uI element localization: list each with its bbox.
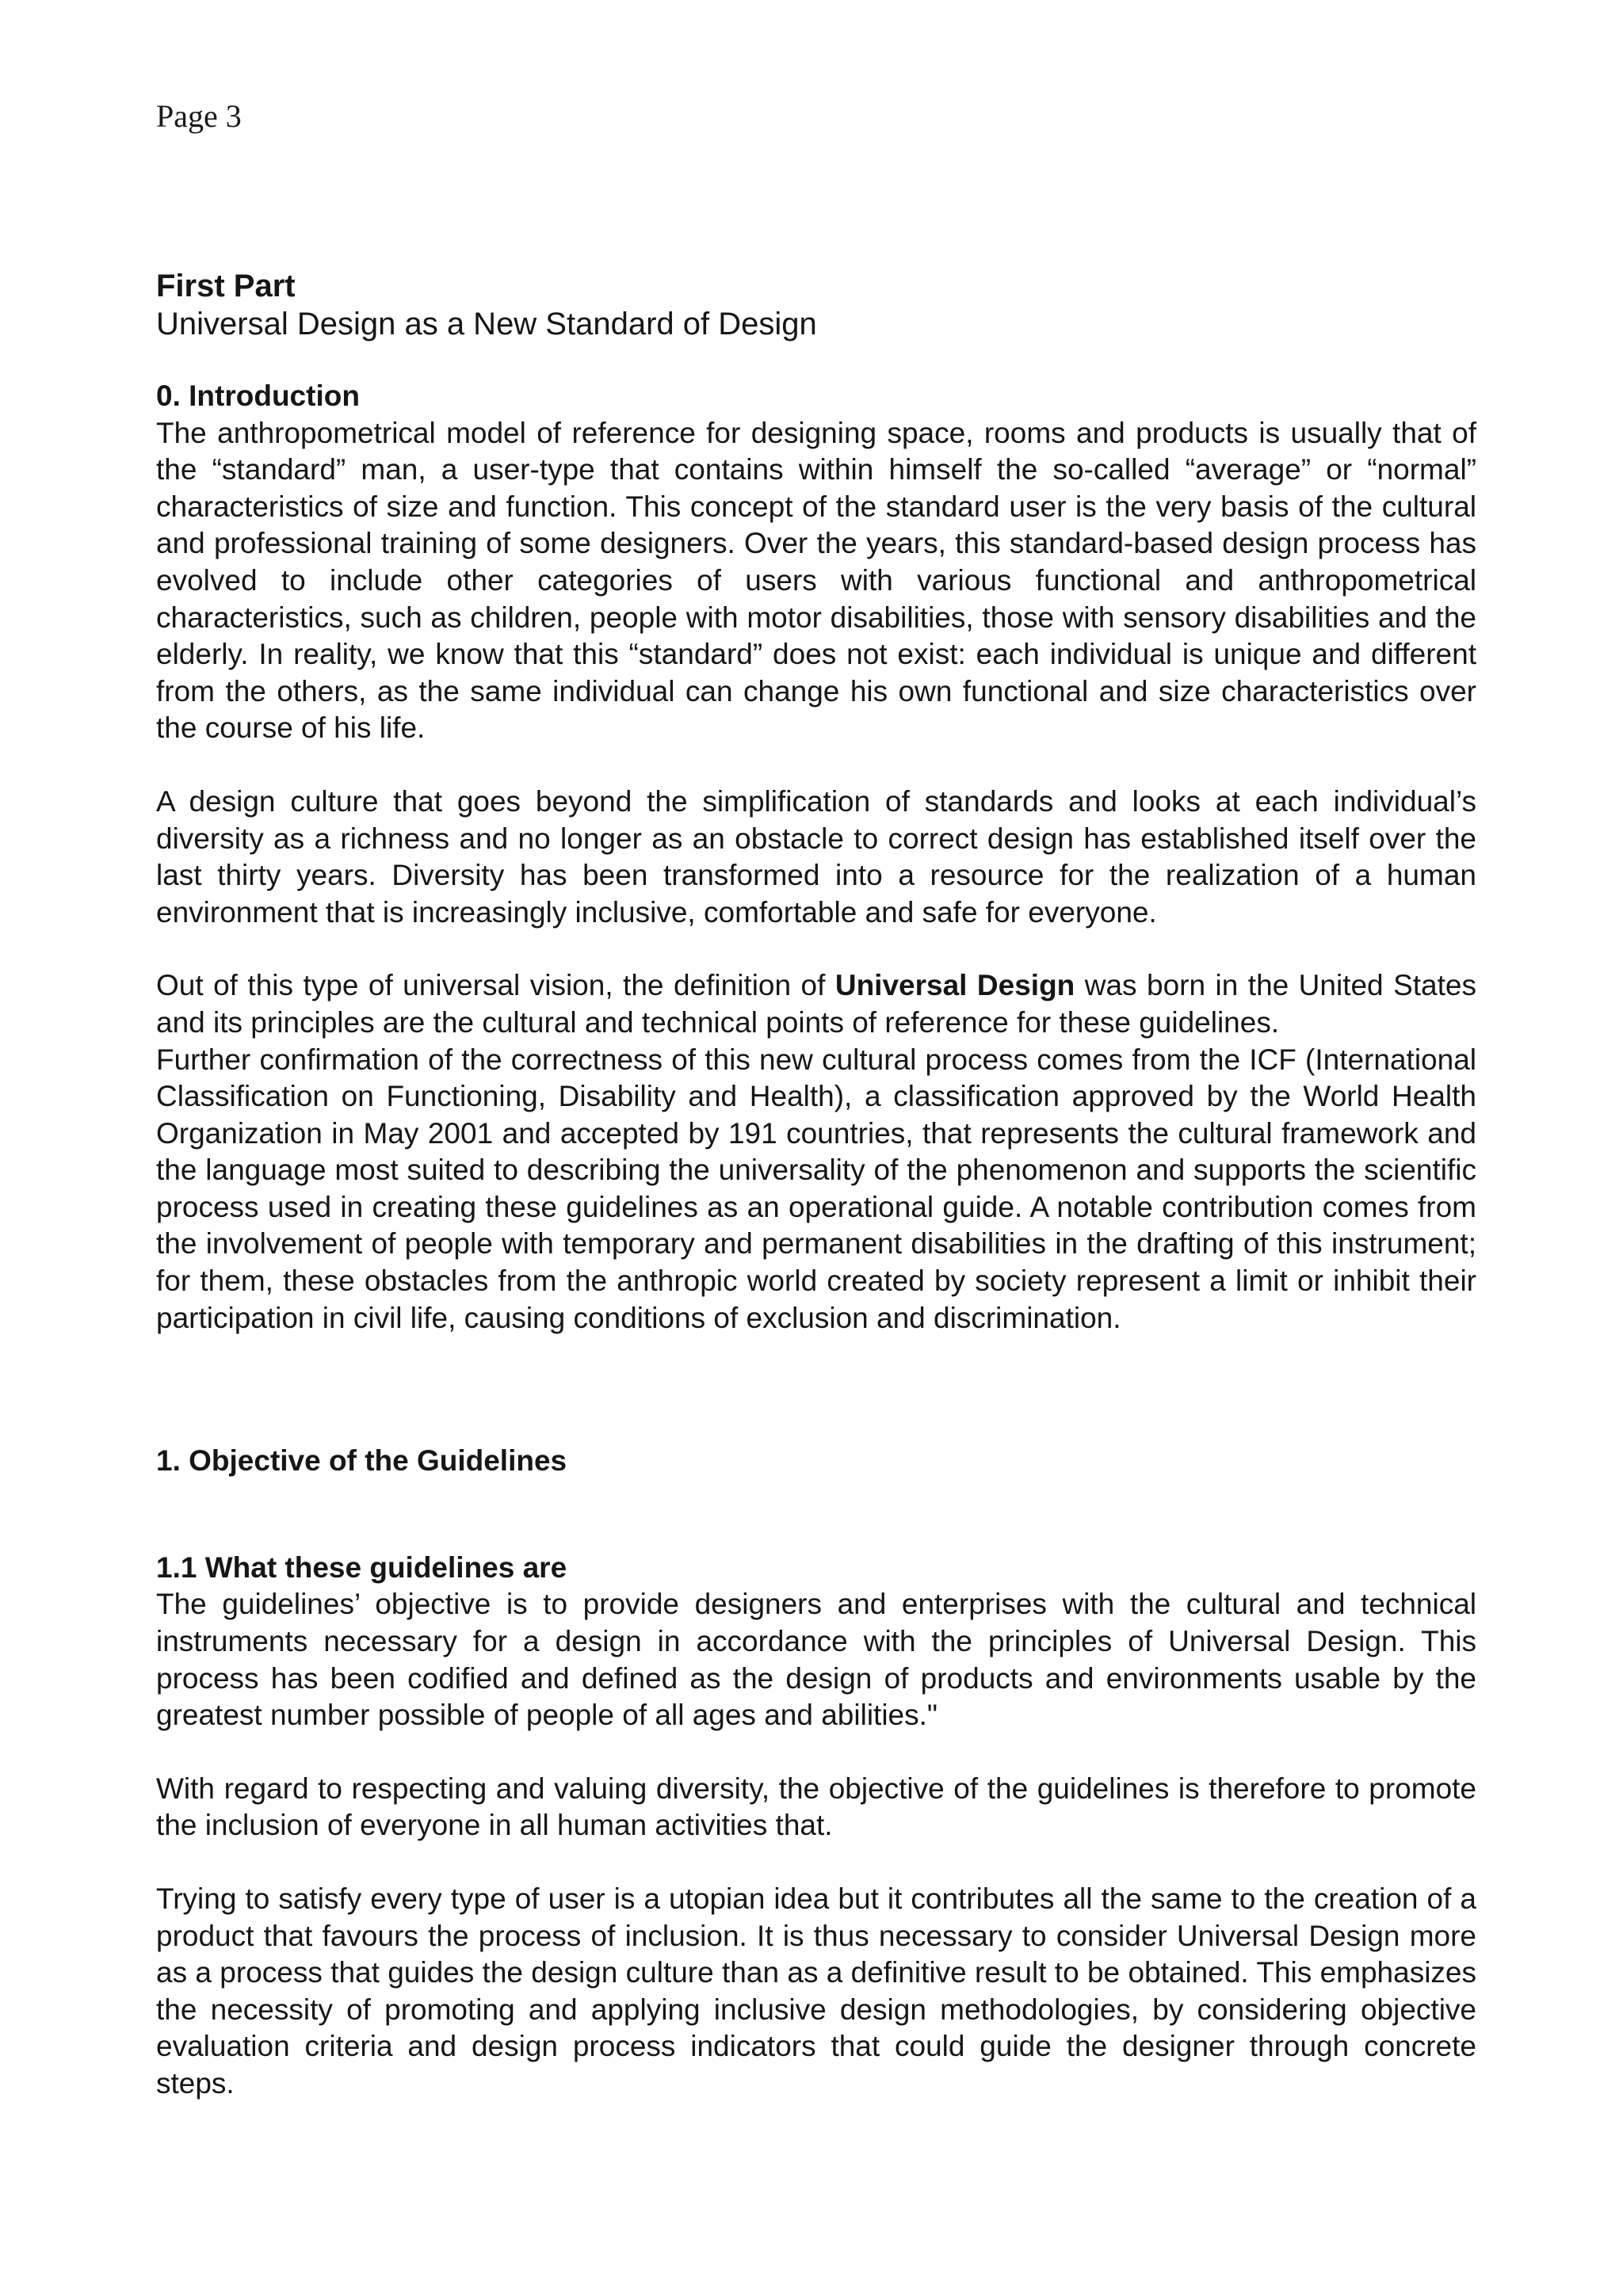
objective-paragraph-1: The guidelines’ objective is to provide designers and enterprises with the cultural and technical instruments necessary for a design in accordance with the principles of Universal Design. This process has been codified and defined as the design of products and environments usable by the greatest number possible of people of all ages and abilities."	[156, 1588, 1476, 1732]
part-title: First Part	[156, 269, 296, 303]
page-number: Page 3	[156, 98, 242, 134]
introduction-paragraph-4: Further confirmation of the correctness of this new cultural process comes from the ICF (International Classification on Functioning, Disability and Health), a classification approved by the World Health Organization in May 2001 and accepted by 191 countries, that represents the cultural framework and the language most suited to describing the universality of the phenomenon and supports the scientific process used in creating these guidelines as an operational guide. A notable contribution comes from the involvement of people with temporary and permanent disabilities in the drafting of this instrument; for them, these obstacles from the anthropic world created by society represent a limit or inhibit their participation in civil life, causing conditions of exclusion and discrimination.	[156, 1043, 1476, 1334]
paragraph-text: Out of this type of universal vision, the definition of	[156, 969, 835, 1002]
part-subtitle: Universal Design as a New Standard of Design	[156, 307, 817, 341]
introduction-paragraph-2: A design culture that goes beyond the simplification of standards and looks at each individual’s diversity as a richness and no longer as an obstacle to correct design has established itself over the last thirty years. Diversity has been transformed into a resource for the realization of a human environment that is increasingly inclusive, comfortable and safe for everyone.	[156, 784, 1476, 929]
document-body	[156, 267, 1476, 2103]
introduction-paragraph-3	[156, 967, 1476, 1041]
what-guidelines-are-heading: 1.1 What these guidelines are	[156, 1550, 567, 1584]
paragraph-text: was born in the United States and its principles are the cultural and technical points of reference for these guidelines.	[156, 969, 1476, 1039]
objective-heading: 1. Objective of the Guidelines	[156, 1444, 567, 1478]
introduction-paragraph-1: The anthropometrical model of reference for designing space, rooms and products is usually that of the “standard” man, a user-type that contains within himself the so-called “average” or “normal” characteristics of size and function. This concept of the standard user is the very basis of the cultural and professional training of some designers. Over the years, this standard-based design process has evolved to include other categories of users with various functional and anthropometrical characteristics, such as children, people with motor disabilities, those with sensory disabilities and the elderly. In reality, we know that this “standard” does not exist: each individual is unique and different from the others, as the same individual can change his own functional and size characteristics over the course of his life.	[156, 416, 1476, 745]
introduction-heading: 0. Introduction	[156, 379, 360, 412]
universal-design-term: Universal Design	[834, 969, 1075, 1002]
objective-paragraph-2: With regard to respecting and valuing diversity, the objective of the guidelines is therefore to promote the inclusion of everyone in all human activities that.	[156, 1772, 1476, 1842]
objective-paragraph-3: Trying to satisfy every type of user is a utopian idea but it contributes all the same to the creation of a product that favours the process of inclusion. It is thus necessary to consider Universal Design more as a process that guides the design culture than as a definitive result to be obtained. This emphasizes the necessity of promoting and applying inclusive design methodologies, by considering objective evaluation criteria and design process indicators that could guide the designer through concrete steps.	[156, 1882, 1476, 2100]
